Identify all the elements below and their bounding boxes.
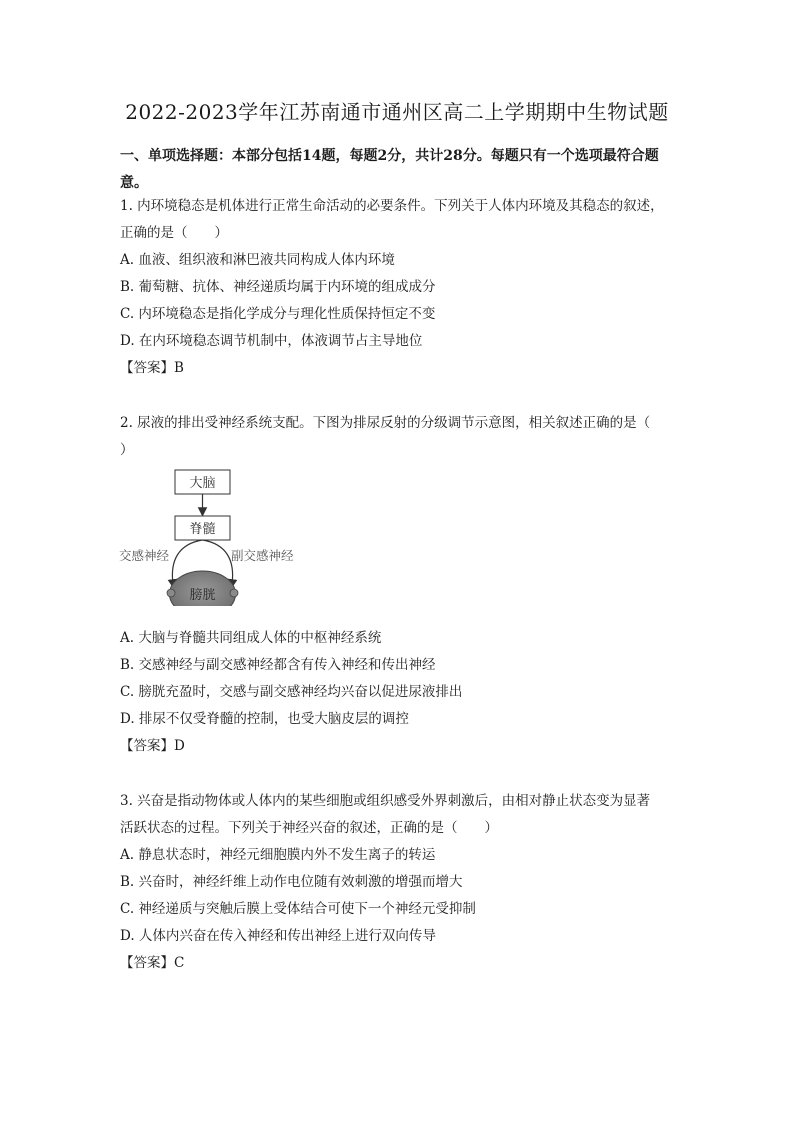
question-1 — [120, 193, 680, 382]
spinal-cord-label: 脊髓 — [189, 522, 216, 537]
brain-label: 大脑 — [189, 476, 216, 491]
question-1-option-a: A. 血液、组织液和淋巴液共同构成人体内环境 — [120, 252, 395, 268]
question-3-option-d: D. 人体内兴奋在传入神经和传出神经上进行双向传导 — [120, 928, 436, 944]
parasympathetic-label: 副交感神经 — [231, 548, 294, 563]
section-heading: 一、单项选择题：本部分包括14题，每题2分，共计28分。每题只有一个选项最符合题意。 — [120, 148, 659, 191]
question-3 — [120, 788, 680, 977]
question-2-answer: 【答案】D — [120, 738, 185, 754]
question-2-stem-line1: 2. 尿液的排出受神经系统支配。下图为排尿反射的分级调节示意图，相关叙述正确的是（ — [120, 415, 651, 431]
question-2-option-c: C. 膀胱充盈时，交感与副交感神经均兴奋以促进尿液排出 — [120, 684, 463, 700]
bladder-left-node — [167, 589, 175, 597]
question-2-stem — [120, 410, 680, 464]
document-title: 2022-2023学年江苏南通市通州区高二上学期期中生物试题 — [125, 100, 669, 124]
question-2-option-b: B. 交感神经与副交感神经都含有传入神经和传出神经 — [120, 657, 436, 673]
question-3-option-c: C. 神经递质与突触后膜上受体结合可使下一个神经元受抑制 — [120, 901, 476, 917]
question-2-option-a: A. 大脑与脊髓共同组成人体的中枢神经系统 — [120, 630, 382, 646]
urination-reflex-diagram — [118, 466, 308, 606]
sympathetic-label: 交感神经 — [119, 548, 170, 563]
question-2-stem-line2: ） — [120, 442, 134, 458]
bladder-label: 膀胱 — [189, 588, 216, 603]
bladder-right-node — [230, 589, 238, 597]
question-1-answer: 【答案】B — [120, 360, 184, 376]
question-3-option-b: B. 兴奋时，神经纤维上动作电位随有效刺激的增强而增大 — [120, 874, 463, 890]
question-2-option-d: D. 排尿不仅受脊髓的控制，也受大脑皮层的调控 — [120, 711, 409, 727]
question-1-stem-line1: 1. 内环境稳态是机体进行正常生命活动的必要条件。下列关于人体内环境及其稳态的叙述， — [120, 198, 664, 214]
question-1-option-c: C. 内环境稳态是指化学成分与理化性质保持恒定不变 — [120, 306, 436, 322]
question-1-stem-line2: 正确的是（ ） — [120, 225, 228, 241]
question-1-option-d: D. 在内环境稳态调节机制中，体液调节占主导地位 — [120, 333, 423, 349]
question-3-answer: 【答案】C — [120, 955, 185, 971]
question-3-stem-line2: 活跃状态的过程。下列关于神经兴奋的叙述，正确的是（ ） — [120, 820, 498, 836]
question-3-option-a: A. 静息状态时，神经元细胞膜内外不发生离子的转运 — [120, 847, 436, 863]
question-3-stem-line1: 3. 兴奋是指动物体或人体内的某些细胞或组织感受外界刺激后，由相对静止状态变为显著 — [120, 793, 651, 809]
question-2-options — [120, 625, 680, 760]
question-1-option-b: B. 葡萄糖、抗体、神经递质均属于内环境的组成成分 — [120, 279, 436, 295]
